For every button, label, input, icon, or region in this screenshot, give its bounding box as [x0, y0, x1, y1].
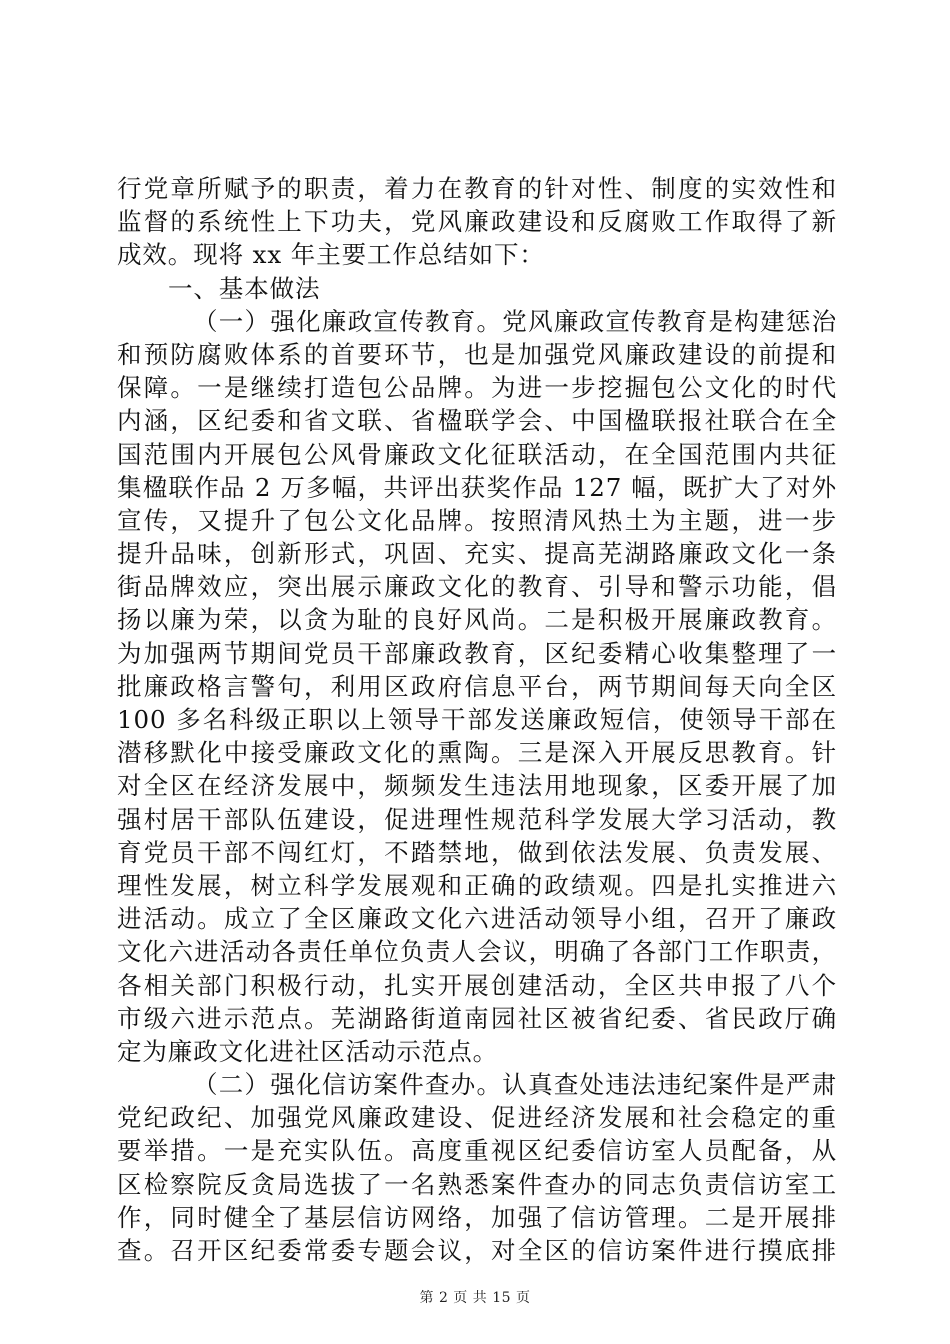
- body-line: 强村居干部队伍建设，促进理性规范科学发展大学习活动，教: [117, 804, 837, 834]
- body-line: 为加强两节期间党员干部廉政教育，区纪委精心收集整理了一: [117, 638, 837, 668]
- body-line: 街品牌效应，突出展示廉政文化的教育、引导和警示功能，倡: [117, 572, 837, 602]
- body-line: 监督的系统性上下功夫，党风廉政建设和反腐败工作取得了新: [117, 207, 837, 237]
- body-line: 保障。一是继续打造包公品牌。为进一步挖掘包公文化的时代: [117, 373, 837, 403]
- body-line: 市级六进示范点。芜湖路街道南园社区被省纪委、省民政厅确: [117, 1003, 837, 1033]
- body-line: 育党员干部不闯红灯，不踏禁地，做到依法发展、负责发展、: [117, 837, 837, 867]
- body-line: 作，同时健全了基层信访网络，加强了信访管理。二是开展排: [117, 1202, 837, 1232]
- body-line: 潜移默化中接受廉政文化的熏陶。三是深入开展反思教育。针: [117, 738, 837, 768]
- section-heading: 一、基本做法: [168, 273, 321, 303]
- body-line: 集楹联作品 2 万多幅，共评出获奖作品 127 幅，既扩大了对外: [117, 472, 837, 502]
- body-line: 内涵，区纪委和省文联、省楹联学会、中国楹联报社联合在全: [117, 406, 837, 436]
- body-line: 宣传，又提升了包公文化品牌。按照清风热土为主题，进一步: [117, 505, 837, 535]
- body-line: 党纪政纪、加强党风廉政建设、促进经济发展和社会稳定的重: [117, 1103, 837, 1133]
- document-body: [117, 172, 837, 1267]
- body-line: 定为廉政文化进社区活动示范点。: [117, 1036, 498, 1066]
- body-line: 理性发展，树立科学发展观和正确的政绩观。四是扎实推进六: [117, 870, 837, 900]
- body-line: 区检察院反贪局选拔了一名熟悉案件查办的同志负责信访室工: [117, 1169, 837, 1199]
- page-number-footer: 第 2 页 共 15 页: [419, 1290, 531, 1306]
- body-line: 各相关部门积极行动，扎实开展创建活动，全区共申报了八个: [117, 970, 837, 1000]
- body-line: 行党章所赋予的职责，着力在教育的针对性、制度的实效性和: [117, 174, 837, 203]
- body-line: 要举措。一是充实队伍。高度重视区纪委信访室人员配备，从: [117, 1136, 837, 1166]
- subsection-heading-line: （一）强化廉政宣传教育。党风廉政宣传教育是构建惩治: [193, 306, 837, 336]
- body-line: 文化六进活动各责任单位负责人会议，明确了各部门工作职责，: [117, 937, 837, 967]
- body-line: 进活动。成立了全区廉政文化六进活动领导小组，召开了廉政: [117, 904, 837, 934]
- body-line: 批廉政格言警句，利用区政府信息平台，两节期间每天向全区: [117, 671, 837, 701]
- body-line: 扬以廉为荣，以贪为耻的良好风尚。二是积极开展廉政教育。: [117, 605, 837, 635]
- body-line: 提升品味，创新形式，巩固、充实、提高芜湖路廉政文化一条: [117, 539, 837, 569]
- body-line: 和预防腐败体系的首要环节，也是加强党风廉政建设的前提和: [117, 339, 837, 369]
- body-line: 查。召开区纪委常委专题会议，对全区的信访案件进行摸底排: [117, 1236, 837, 1265]
- body-line: 国范围内开展包公风骨廉政文化征联活动，在全国范围内共征: [117, 439, 837, 469]
- body-line: 100 多名科级正职以上领导干部发送廉政短信，使领导干部在: [117, 705, 837, 734]
- body-line: 对全区在经济发展中，频频发生违法用地现象，区委开展了加: [117, 771, 837, 801]
- subsection-heading-line: （二）强化信访案件查办。认真查处违法违纪案件是严肃: [193, 1070, 837, 1100]
- body-line: 成效。现将 xx 年主要工作总结如下：: [117, 240, 545, 270]
